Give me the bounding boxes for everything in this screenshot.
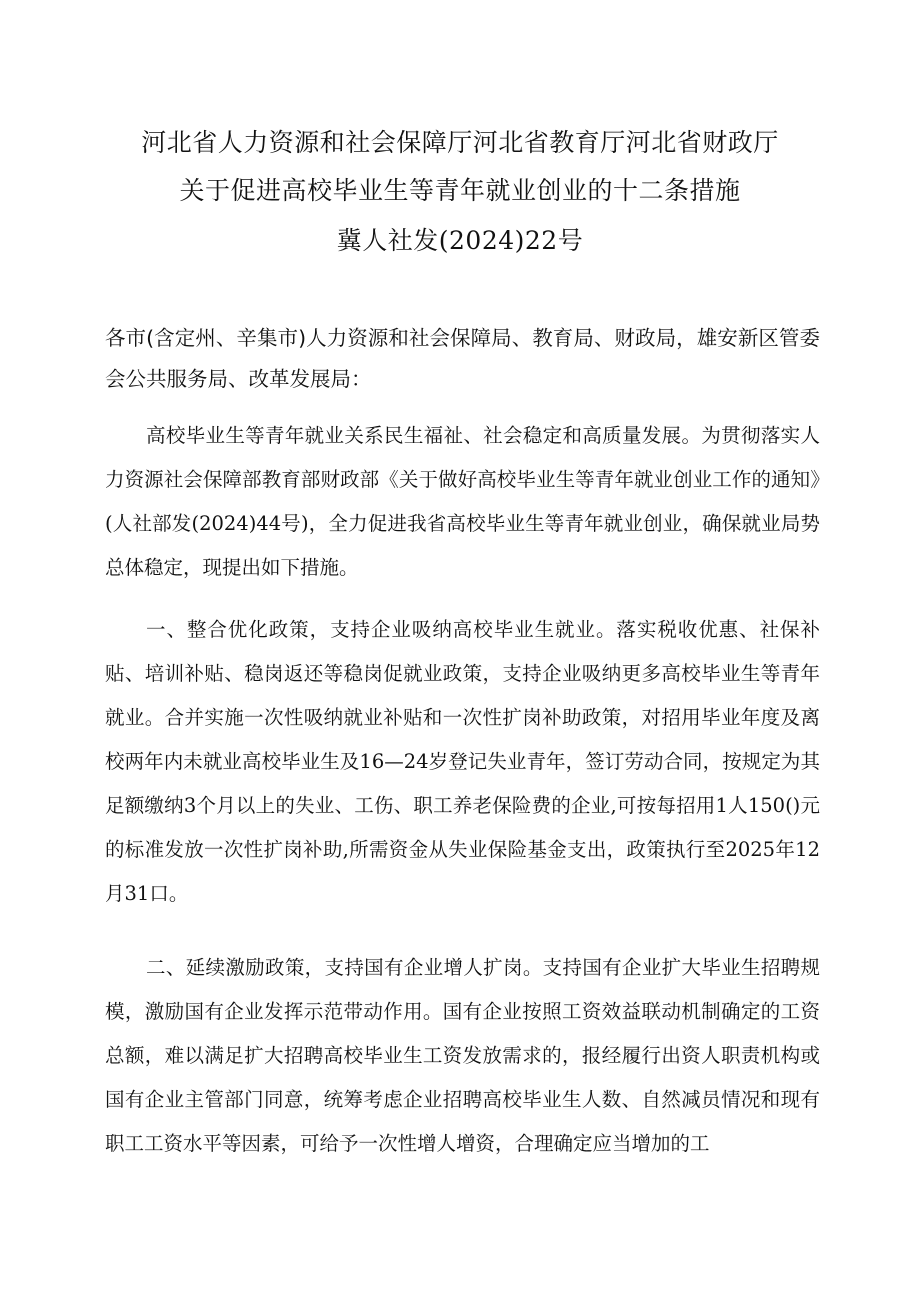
paragraph-measure-2: 二、延续激励政策，支持国有企业增人扩岗。支持国有企业扩大毕业生招聘规模，激励国有企业发挥示范带动作用。国有企业按照工资效益联动机制确定的工资总额，难以满足扩大招聘高校毕业生工资发放需求的，报经履行出资人职责机构或国有企业主管部门同意，统筹考虑企业招聘高校毕业生人数、自然减员情况和现有职工工资水平等因素，可给予一次性增人增资，合理确定应当增加的工 bbox=[105, 956, 820, 1155]
paragraph-measure-1: 一、整合优化政策，支持企业吸纳高校毕业生就业。落实税收优惠、社保补贴、培训补贴、稳岗返还等稳岗促就业政策，支持企业吸纳更多高校毕业生等青年就业。合并实施一次性吸纳就业补贴和一次性扩岗补助政策，对招用毕业年度及离校两年内未就业高校毕业生及16—24岁登记失业青年，签订劳动合同，按规定为其足额缴纳3个月以上的失业、工伤、职工养老保险费的企业,可按每招用1人150()元的标准发放一次性扩岗补助,所需资金从失业保险基金支出，政策执行至2025年12月31口。 bbox=[105, 618, 820, 905]
document-title-line-2: 关于促进高校毕业生等青年就业创业的十二条措施 bbox=[179, 176, 741, 205]
document-number: 冀人社发(2024)22号 bbox=[336, 226, 584, 255]
paragraph-intro: 高校毕业生等青年就业关系民生福祉、社会稳定和高质量发展。为贯彻落实人力资源社会保障部教育部财政部《关于做好高校毕业生等青年就业创业工作的通知》(人社部发(2024)44号)，全力促进我省高校毕业生等青年就业创业，确保就业局势总体稳定，现提出如下措施。 bbox=[105, 424, 820, 579]
salutation: 各市(含定州、辛集市)人力资源和社会保障局、教育局、财政局，雄安新区管委会公共服务局、改革发展局： bbox=[105, 326, 820, 391]
document-title-line-1: 河北省人力资源和社会保障厅河北省教育厅河北省财政厅 bbox=[141, 128, 779, 157]
